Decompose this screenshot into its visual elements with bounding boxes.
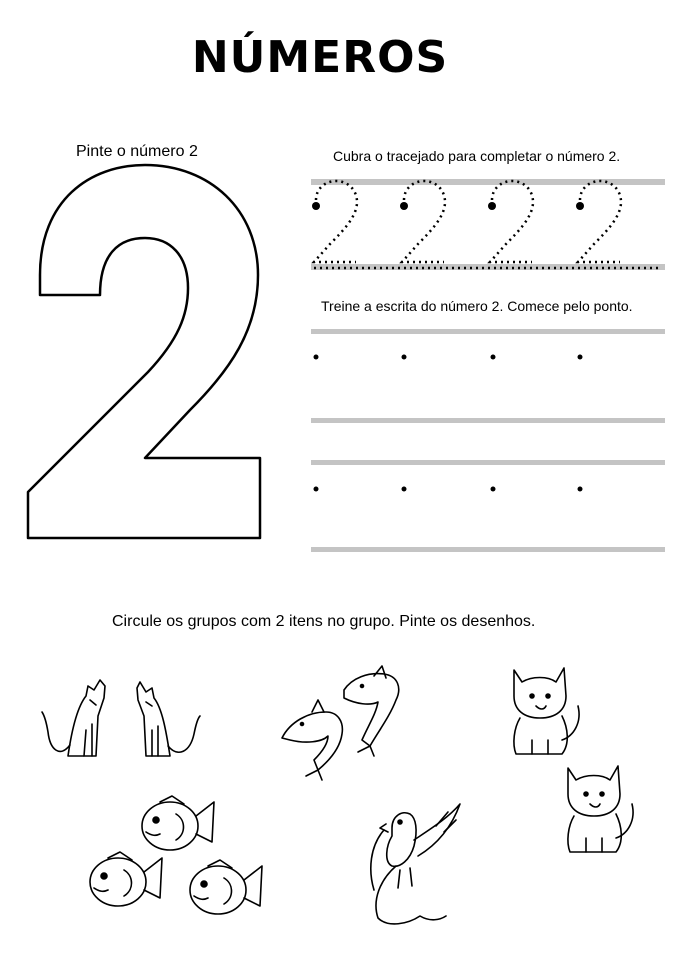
big-number-two[interactable] [28, 165, 260, 538]
practice-lines [311, 329, 665, 552]
color-instruction: Pinte o número 2 [76, 143, 198, 160]
fish-icon [190, 860, 262, 914]
kitten-icon [514, 668, 579, 754]
start-dot [402, 487, 407, 492]
trace-lines [311, 179, 665, 270]
bird-icon [371, 804, 460, 924]
start-dot [491, 355, 496, 360]
practice-row-2[interactable] [314, 487, 583, 492]
cat-icon [42, 680, 105, 756]
bird-group[interactable] [371, 804, 460, 924]
start-dot [314, 355, 319, 360]
cat-group[interactable] [42, 680, 200, 756]
trace-instruction: Cubra o tracejado para completar o número 2. [333, 148, 621, 164]
dolphin-group[interactable] [282, 666, 399, 780]
start-dot [578, 487, 583, 492]
practice-row-1[interactable] [314, 355, 583, 360]
dotted-two-2[interactable] [400, 181, 445, 262]
kitten-icon [568, 766, 633, 852]
fish-group[interactable] [90, 796, 262, 914]
fish-icon [90, 852, 162, 906]
dotted-two-1[interactable] [312, 181, 357, 262]
dolphin-icon [344, 666, 399, 756]
fish-icon [142, 796, 214, 850]
groups-instruction: Circule os grupos com 2 itens no grupo. Pinte os desenhos. [112, 613, 536, 630]
start-dot [491, 487, 496, 492]
page-title: NÚMEROS [191, 32, 449, 83]
practice-instruction: Treine a escrita do número 2. Comece pelo ponto. [321, 298, 633, 314]
cat-icon [137, 682, 200, 756]
start-dot [402, 355, 407, 360]
dolphin-icon [282, 700, 342, 780]
dotted-two-3[interactable] [488, 181, 533, 262]
start-dot [314, 487, 319, 492]
kitten-group[interactable] [514, 668, 633, 852]
dotted-two-4[interactable] [576, 181, 621, 262]
start-dot [578, 355, 583, 360]
